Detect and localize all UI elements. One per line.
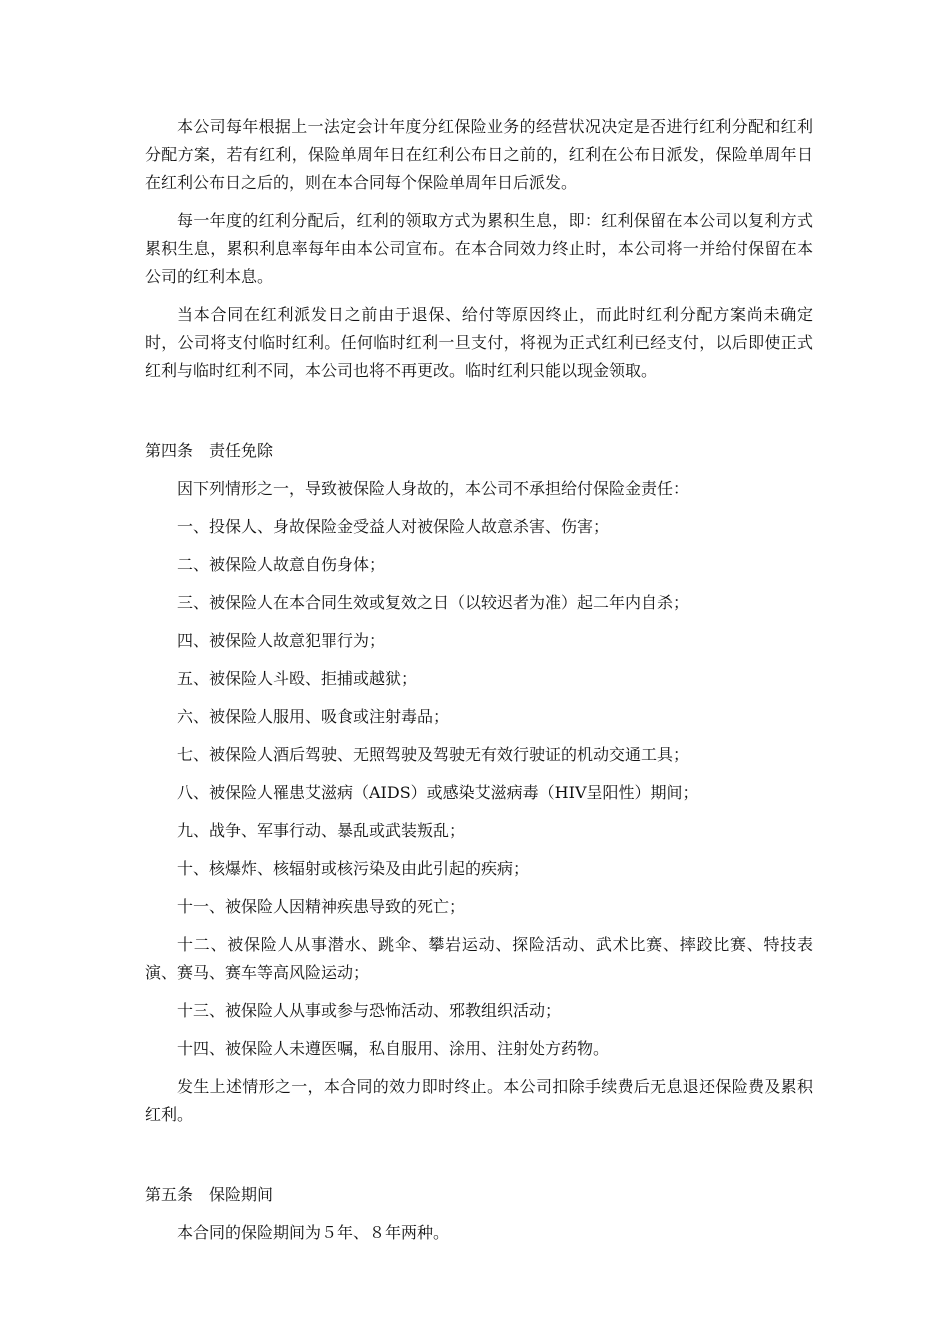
exclusion-item: 十三、被保险人从事或参与恐怖活动、邪教组织活动；	[177, 1001, 562, 1020]
article-4-heading: 第四条 责任免除	[145, 441, 274, 460]
exclusion-item: 五、被保险人斗殴、拒捕或越狱；	[177, 669, 418, 688]
article-5-heading: 第五条 保险期间	[145, 1185, 274, 1204]
dividend-paragraph-3: 当本合同在红利派发日之前由于退保、给付等原因终止，而此时红利分配方案尚未确定时，公司将支付临时红利。任何临时红利一旦支付，将视为正式红利已经支付，以后即使正式红利与临时红利不同，本公司也将不再更改。临时红利只能以现金领取。	[145, 305, 813, 380]
exclusion-item: 七、被保险人酒后驾驶、无照驾驶及驾驶无有效行驶证的机动交通工具；	[177, 745, 690, 764]
exclusion-item: 一、投保人、身故保险金受益人对被保险人故意杀害、伤害；	[177, 517, 610, 536]
article-4-intro: 因下列情形之一，导致被保险人身故的，本公司不承担给付保险金责任：	[177, 479, 690, 498]
article-5-body: 本合同的保险期间为５年、８年两种。	[177, 1223, 450, 1242]
dividend-paragraph-1: 本公司每年根据上一法定会计年度分红保险业务的经营状况决定是否进行红利分配和红利分配方案，若有红利，保险单周年日在红利公布日之前的，红利在公布日派发，保险单周年日在红利公布日之后的，则在本合同每个保险单周年日后派发。	[145, 117, 813, 192]
exclusion-item: 十、核爆炸、核辐射或核污染及由此引起的疾病；	[177, 859, 530, 878]
article-4-closing: 发生上述情形之一，本合同的效力即时终止。本公司扣除手续费后无息退还保险费及累积红利。	[145, 1077, 813, 1124]
exclusion-item: 十一、被保险人因精神疾患导致的死亡；	[177, 897, 466, 916]
exclusion-item: 八、被保险人罹患艾滋病（AIDS）或感染艾滋病毒（HIV呈阳性）期间；	[177, 783, 699, 802]
exclusion-item: 三、被保险人在本合同生效或复效之日（以较迟者为准）起二年内自杀；	[177, 593, 690, 612]
exclusion-item: 六、被保险人服用、吸食或注射毒品；	[177, 707, 450, 726]
exclusion-item: 四、被保险人故意犯罪行为；	[177, 631, 386, 650]
exclusion-item: 二、被保险人故意自伤身体；	[177, 555, 386, 574]
document-page	[145, 113, 813, 1247]
dividend-paragraph-2: 每一年度的红利分配后，红利的领取方式为累积生息，即：红利保留在本公司以复利方式累积生息，累积利息率每年由本公司宣布。在本合同效力终止时，本公司将一并给付保留在本公司的红利本息。	[145, 211, 813, 286]
exclusion-item: 十二、被保险人从事潜水、跳伞、攀岩运动、探险活动、武术比赛、摔跤比赛、特技表演、赛马、赛车等高风险运动；	[145, 935, 813, 982]
exclusion-item: 十四、被保险人未遵医嘱，私自服用、涂用、注射处方药物。	[177, 1039, 610, 1058]
exclusion-item: 九、战争、军事行动、暴乱或武装叛乱；	[177, 821, 466, 840]
